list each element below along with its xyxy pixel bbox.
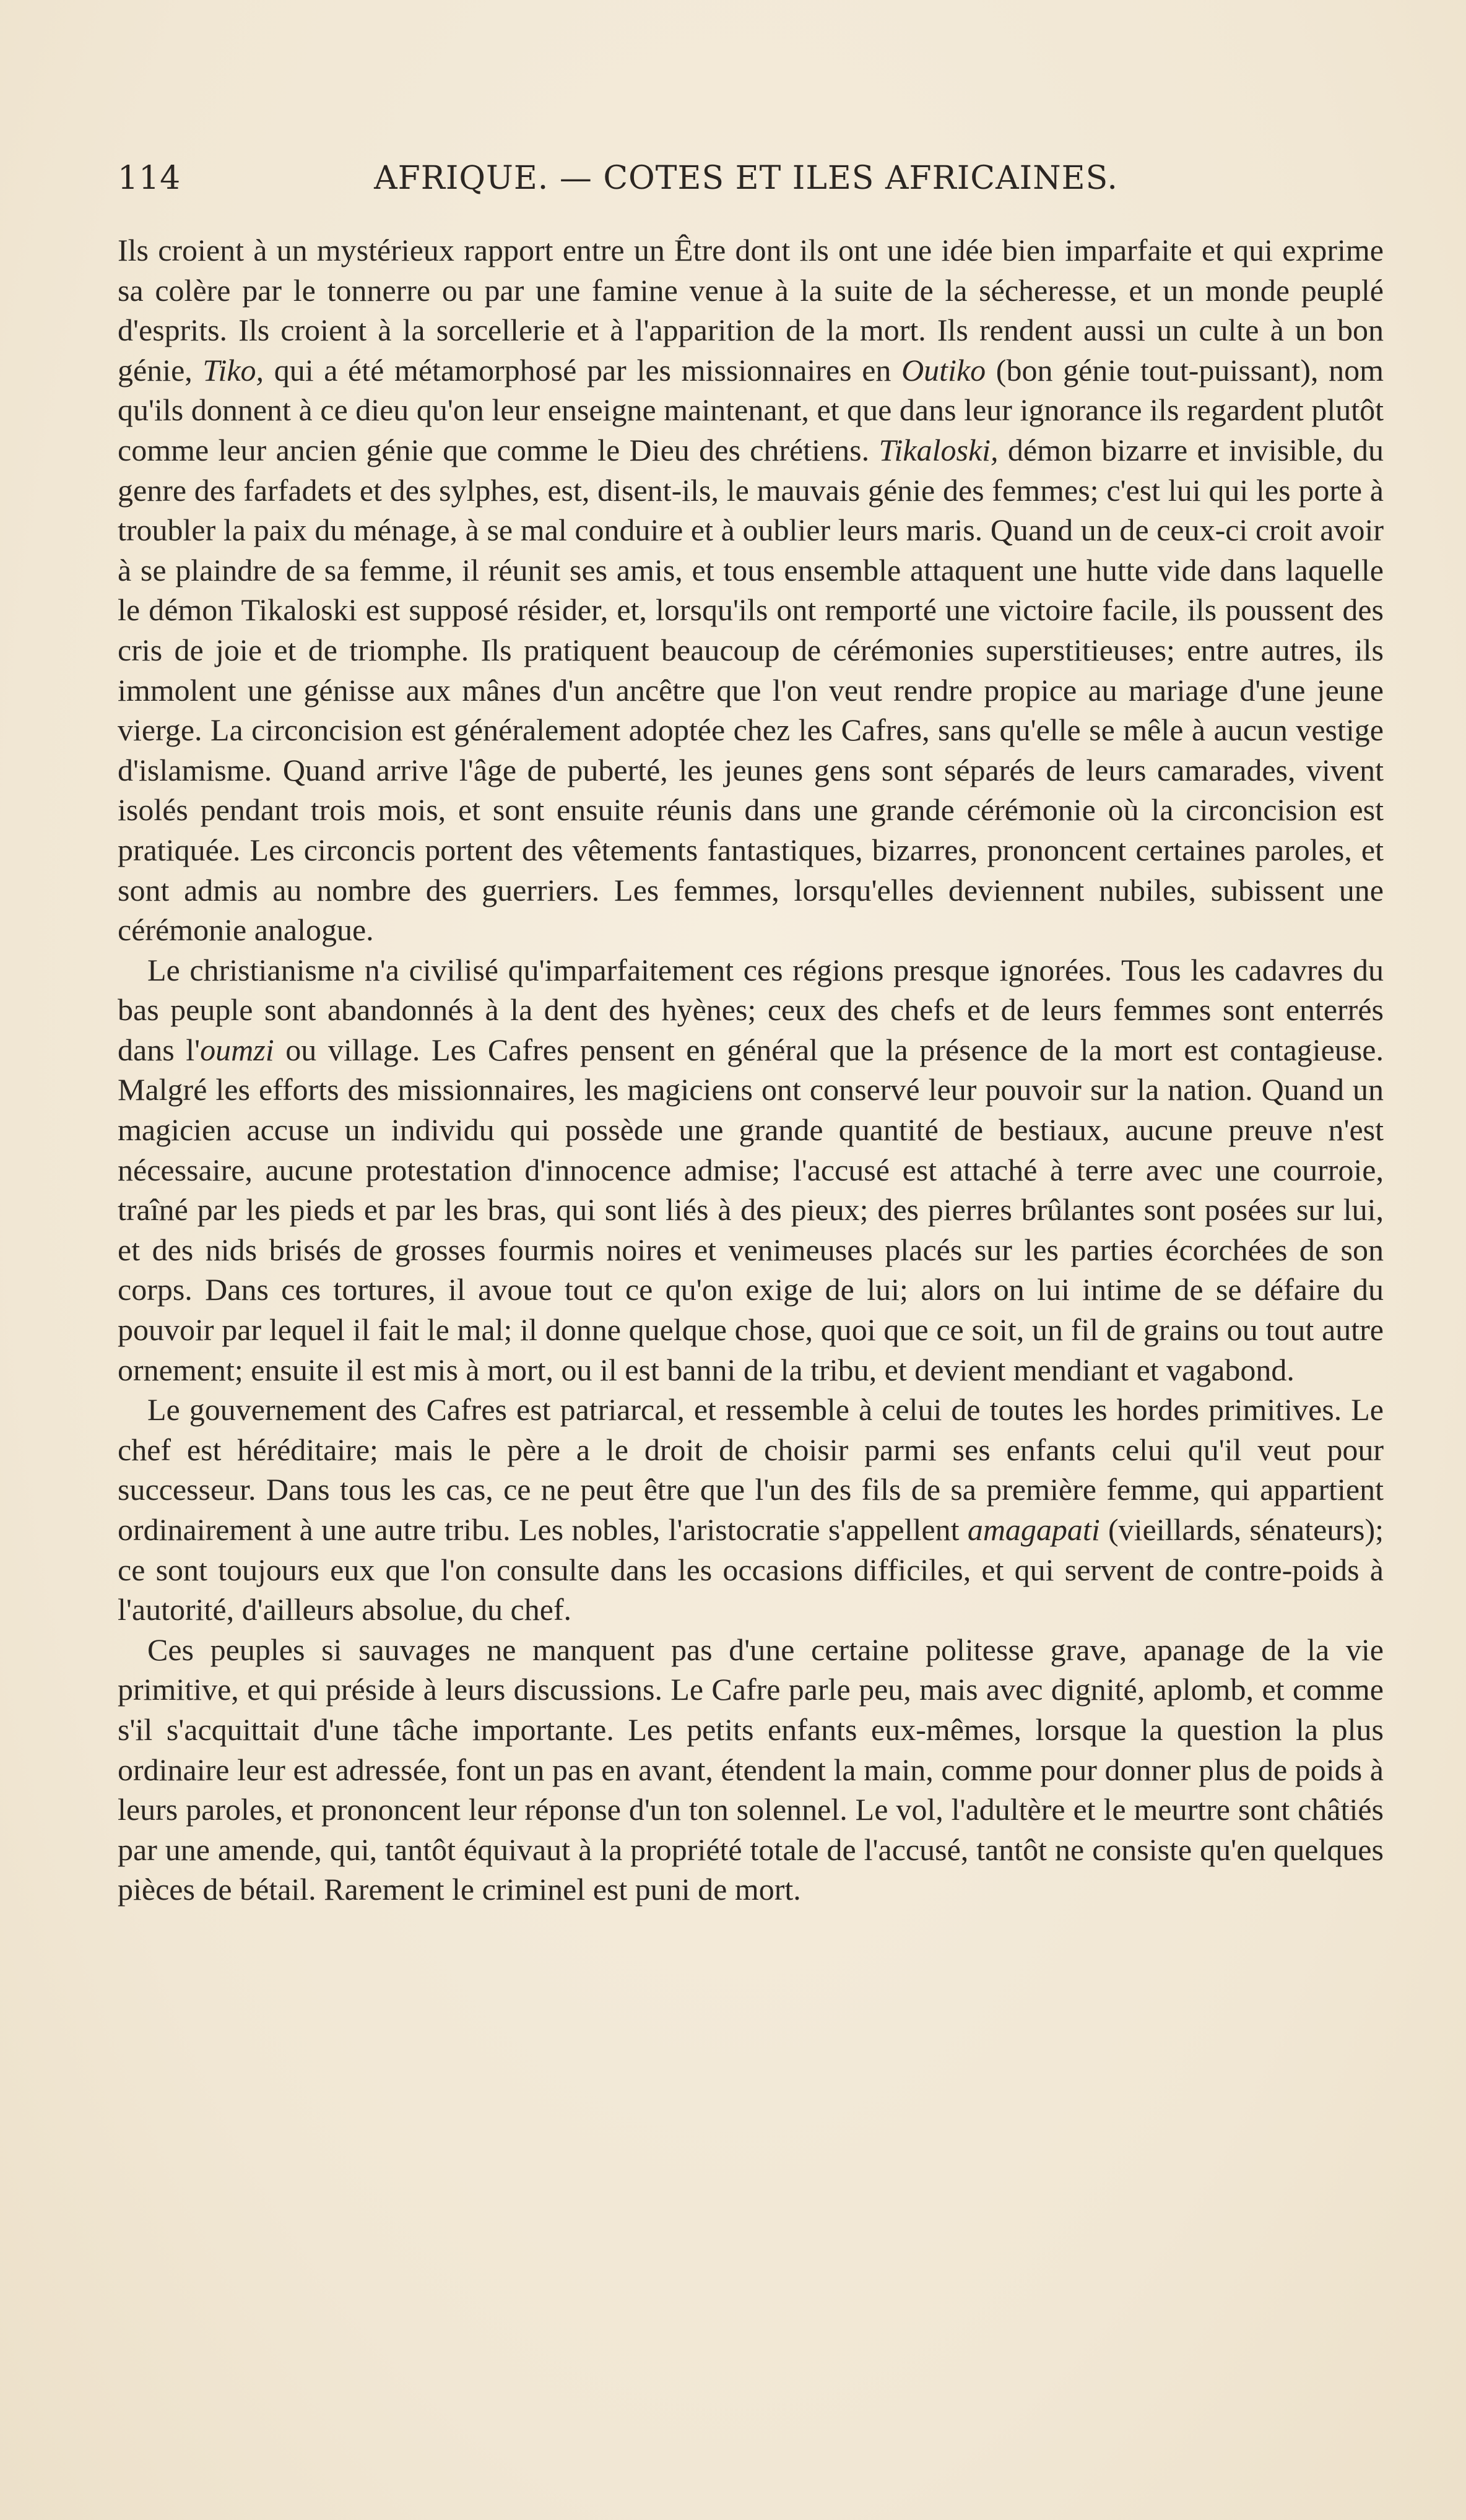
running-title: AFRIQUE. — COTES ET ILES AFRICAINES. <box>374 160 1118 197</box>
text-run: (bon génie tout-puissant), nom qu'ils donnent à ce dieu qu'on leur enseigne maintenant, et que dans leur ignorance ils regardent plutôt comme leur ancien génie que comme le Dieu des chrétiens. <box>118 352 1384 467</box>
text-run: Le gouvernement des Cafres est patriarcal, et ressemble à celui de toutes les hordes primitives. Le chef est héréditaire; mais le père a le droit de choisir parmi ses enfants celui qu'il veut pour successeur. Dans tous les cas, ce ne peut être que l'un des fils de sa première femme, qui appartient ordinairement à une autre tribu. Les nobles, l'aristocratie s'appellent <box>118 1392 1384 1547</box>
page-number: 114 <box>118 160 181 197</box>
paragraph <box>118 1390 1384 1630</box>
text-run: démon bizarre et invisible, du genre des farfadets et des sylphes, est, disent-ils, le mauvais génie des femmes; c'est lui qui les porte à troubler la paix du ménage, à se mal conduire et à oublier leurs maris. Quand un de ceux-ci croit avoir à se plaindre de sa femme, il réunit ses amis, et tous ensemble attaquent une hutte vide dans laquelle le démon Tikaloski est supposé résider, et, lorsqu'ils ont remporté une victoire facile, ils poussent des cris de joie et de triomphe. Ils pratiquent beaucoup de cérémonies superstitieuses; entre autres, ils immolent une génisse aux mânes d'un ancêtre que l'on veut rendre propice au mariage d'une jeune vierge. La circoncision est généralement adoptée chez les Cafres, sans qu'elle se mêle à aucun vestige d'islamisme. Quand arrive l'âge de puberté, les jeunes gens sont séparés de leurs camarades, vivent isolés pendant trois mois, et sont ensuite réunis dans une grande cérémonie où la circoncision est pratiquée. Les circoncis portent des vêtements fantastiques, bizarres, prononcent certaines paroles, et sont admis au nombre des guerriers. Les femmes, lorsqu'elles deviennent nubiles, subissent une cérémonie analogue. <box>118 432 1384 948</box>
italic-term: Tikaloski, <box>878 432 999 467</box>
italic-term: Tiko, <box>202 352 264 388</box>
paragraph <box>118 230 1384 950</box>
italic-term: Outiko <box>901 352 986 388</box>
body-text <box>118 230 1384 1910</box>
paragraph <box>118 950 1384 1390</box>
text-run: (vieillards, sénateurs); ce sont toujours eux que l'on consulte dans les occasions difficiles, et qui servent de contre-poids à l'autorité, d'ailleurs absolue, du chef. <box>118 1512 1384 1627</box>
italic-term: oumzi <box>200 1032 274 1067</box>
italic-term: amagapati <box>967 1512 1100 1547</box>
text-run: qui a été métamorphosé par les missionnaires en <box>264 352 902 388</box>
paragraph <box>118 1630 1384 1910</box>
text-run: Le christianisme n'a civilisé qu'imparfaitement ces régions presque ignorées. Tous les cadavres du bas peuple sont abandonnés à la dent des hyènes; ceux des chefs et de leurs femmes sont enterrés dans l' <box>118 952 1384 1067</box>
text-run: ou village. Les Cafres pensent en général que la présence de la mort est contagieuse. Malgré les efforts des missionnaires, les magiciens ont conservé leur pouvoir sur la nation. Quand un magicien accuse un individu qui possède une grande quantité de bestiaux, aucune preuve n'est nécessaire, aucune protestation d'innocence admise; l'accusé est attaché à terre avec une courroie, traîné par les pieds et par les bras, qui sont liés à des pieux; des pierres brûlantes sont posées sur lui, et des nids brisés de grosses fourmis noires et venimeuses placés sur les parties écorchées de son corps. Dans ces tortures, il avoue tout ce qu'on exige de lui; alors on lui intime de se défaire du pouvoir par lequel il fait le mal; il donne quelque chose, quoi que ce soit, un fil de grains ou tout autre ornement; ensuite il est mis à mort, ou il est banni de la tribu, et devient mendiant et vagabond. <box>118 1032 1384 1387</box>
running-header <box>118 160 1374 209</box>
text-run: Ils croient à un mystérieux rapport entre un Être dont ils ont une idée bien imparfaite et qui exprime sa colère par le tonnerre ou par une famine venue à la suite de la sécheresse, et un monde peuplé d'esprits. Ils croient à la sorcellerie et à l'apparition de la mort. Ils rendent aussi un culte à un bon génie, <box>118 233 1384 388</box>
text-run: Ces peuples si sauvages ne manquent pas d'une certaine politesse grave, apanage de la vie primitive, et qui préside à leurs discussions. Le Cafre parle peu, mais avec dignité, aplomb, et comme s'il s'acquittait d'une tâche importante. Les petits enfants eux-mêmes, lorsque la question la plus ordinaire leur est adressée, font un pas en avant, étendent la main, comme pour donner plus de poids à leurs paroles, et prononcent leur réponse d'un ton solennel. Le vol, l'adultère et le meurtre sont châtiés par une amende, qui, tantôt équivaut à la propriété totale de l'accusé, tantôt ne consiste qu'en quelques pièces de bétail. Rarement le criminel est puni de mort. <box>118 1632 1384 1907</box>
